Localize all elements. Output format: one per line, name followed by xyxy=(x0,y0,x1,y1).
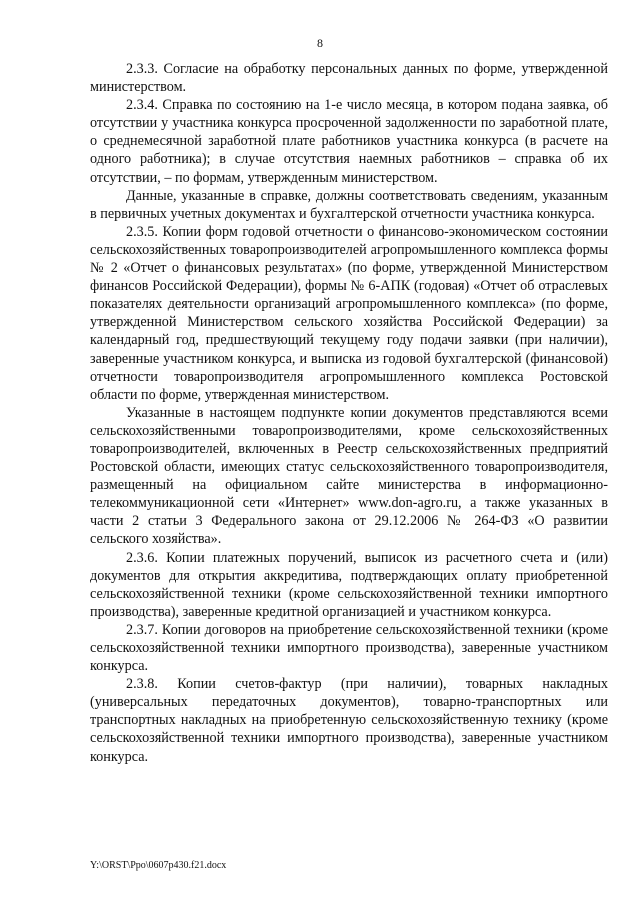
footer-file-path: Y:\ORST\Ppo\0607p430.f21.docx xyxy=(90,860,227,871)
paragraph-data-note: Данные, указанные в справке, должны соответствовать сведениям, указанным в первичных учетных документах и бухгалтерской отчетности участника конкурса. xyxy=(90,187,608,222)
page-number: 8 xyxy=(317,36,323,50)
paragraph-2-3-7: 2.3.7. Копии договоров на приобретение сельскохозяйственной техники (кроме сельскохозяйственной техники импортного производства), заверенные участником конкурса. xyxy=(90,621,608,675)
paragraph-2-3-5: 2.3.5. Копии форм годовой отчетности о финансово-экономическом состоянии сельскохозяйственных товаропроизводителей агропромышленного комплекса формы № 2 «Отчет о финансовых результатах» (по форме, утвержденной Министерством финансов Российской Федерации), формы № 6-АПК (годовая) «Отчет об отраслевых показателях деятельности организаций агропромышленного комплекса» (по форме, утвержденной Министерством сельского хозяйства Российской Федерации) за календарный год, предшествующий текущему году подачи заявки (при наличии), заверенные участником конкурса, и выписка из годовой бухгалтерской (финансовой) отчетности товаропроизводителя агропромышленного комплекса Ростовской области по форме, утвержденная министерством. xyxy=(90,223,608,403)
paragraph-2-3-6: 2.3.6. Копии платежных поручений, выписок из расчетного счета и (или) документов для открытия аккредитива, подтверждающих оплату приобретенной сельскохозяйственной техники (кроме сельскохозяйственной техники импортного производства), заверенные кредитной организацией и участником конкурса. xyxy=(90,549,608,620)
paragraph-specified-copies: Указанные в настоящем подпункте копии документов представляются всеми сельскохозяйственными товаропроизводителями, кроме сельскохозяйственных товаропроизводителей, включенных в Реестр сельскохозяйственных предприятий Ростовской области, имеющих статус сельскохозяйственного товаропроизводителя, размещенный на официальном сайте министерства в информационно-телекоммуникационной сети «Интернет» www.don-agro.ru, а также указанных в части 2 статьи 3 Федерального закона от 29.12.2006 № 264-ФЗ «О развитии сельского хозяйства». xyxy=(90,404,608,548)
paragraph-2-3-8: 2.3.8. Копии счетов-фактур (при наличии), товарных накладных (универсальных передаточных документов), товарно-транспортных или транспортных накладных на приобретенную сельскохозяйственную технику (кроме сельскохозяйственной техники импортного производства), заверенные участником конкурса. xyxy=(90,676,608,765)
paragraph-2-3-3: 2.3.3. Согласие на обработку персональных данных по форме, утвержденной министерством. xyxy=(90,61,608,96)
paragraph-2-3-4: 2.3.4. Справка по состоянию на 1-е число месяца, в котором подана заявка, об отсутствии у участника конкурса просроченной задолженности по заработной плате, о среднемесячной заработной плате работников участника конкурса (в расчете на одного работника); в случае отсутствия наемных работников – справка об их отсутствии, – по формам, утвержденным министерством. xyxy=(90,97,608,186)
document-body xyxy=(90,60,608,766)
